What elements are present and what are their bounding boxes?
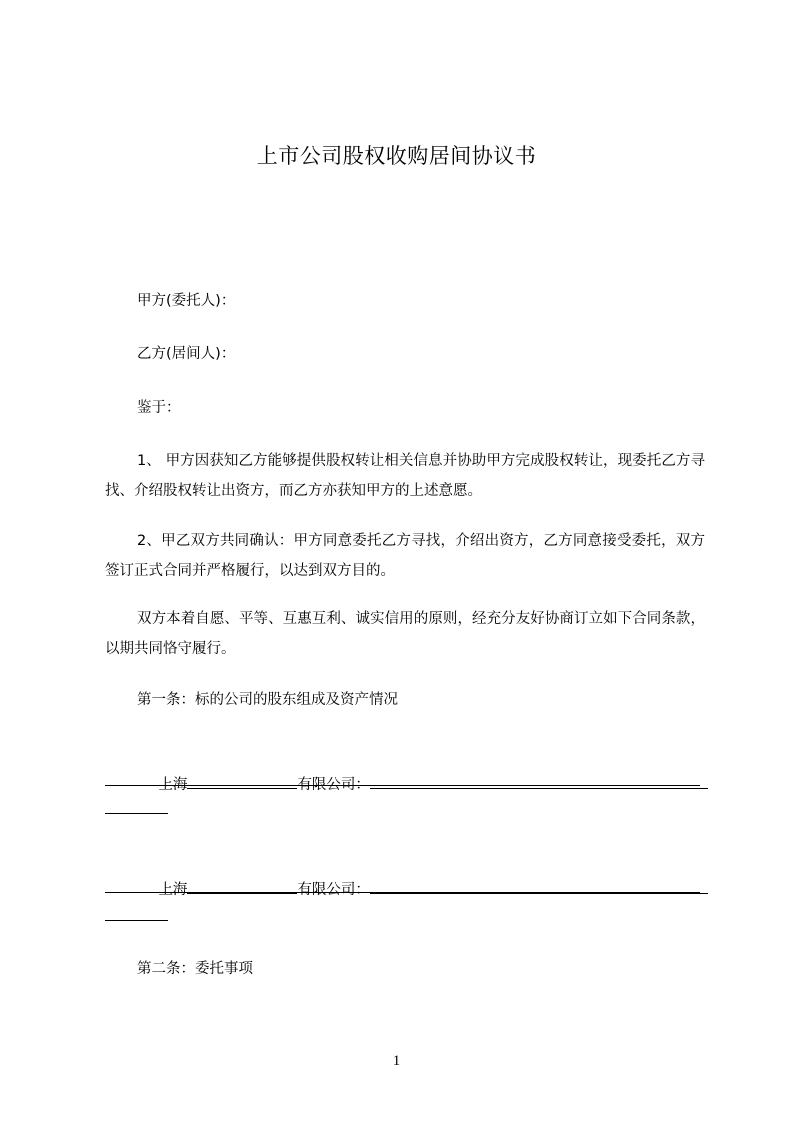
company-info-blank-line[interactable] (105, 784, 700, 786)
company-info-blank-line[interactable] (105, 919, 168, 921)
page-number: 1 (392, 1053, 401, 1069)
article-1-heading: 第一条：标的公司的股东组成及资产情况 (137, 692, 398, 708)
whereas-item-2: 2、甲乙双方共同确认：甲方同意委托乙方寻找，介绍出资方，乙方同意接受委托，双方签订正式合同并严格履行，以达到双方目的。 (105, 533, 705, 579)
whereas-heading: 鉴于： (137, 400, 181, 416)
whereas-item-1: 1、 甲方因获知乙方能够提供股权转让相关信息并协助甲方完成股权转让，现委托乙方寻找、介绍股权转让出资方，而乙方亦获知甲方的上述意愿。 (105, 453, 705, 499)
company-name-blank[interactable] (187, 774, 297, 789)
party-a-line: 甲方(委托人)： (137, 293, 236, 309)
company-info-blank-line[interactable] (105, 812, 168, 814)
company-info-blank-line[interactable] (105, 891, 700, 893)
article-2-heading: 第二条：委托事项 (137, 961, 253, 977)
company-suffix: 有限公司： (297, 777, 370, 793)
intro-paragraph: 双方本着自愿、平等、互惠互利、诚实信用的原则，经充分友好协商订立如下合同条款，以期共同恪守履行。 (105, 611, 705, 657)
party-b-line: 乙方(居间人)： (137, 346, 236, 362)
company-prefix: 上海 (158, 882, 188, 898)
company-line-2 (140, 845, 705, 935)
company-suffix: 有限公司： (297, 882, 370, 898)
document-title: 上市公司股权收购居间协议书 (256, 144, 537, 168)
company-prefix: 上海 (158, 777, 188, 793)
company-info-blank[interactable] (370, 774, 708, 789)
